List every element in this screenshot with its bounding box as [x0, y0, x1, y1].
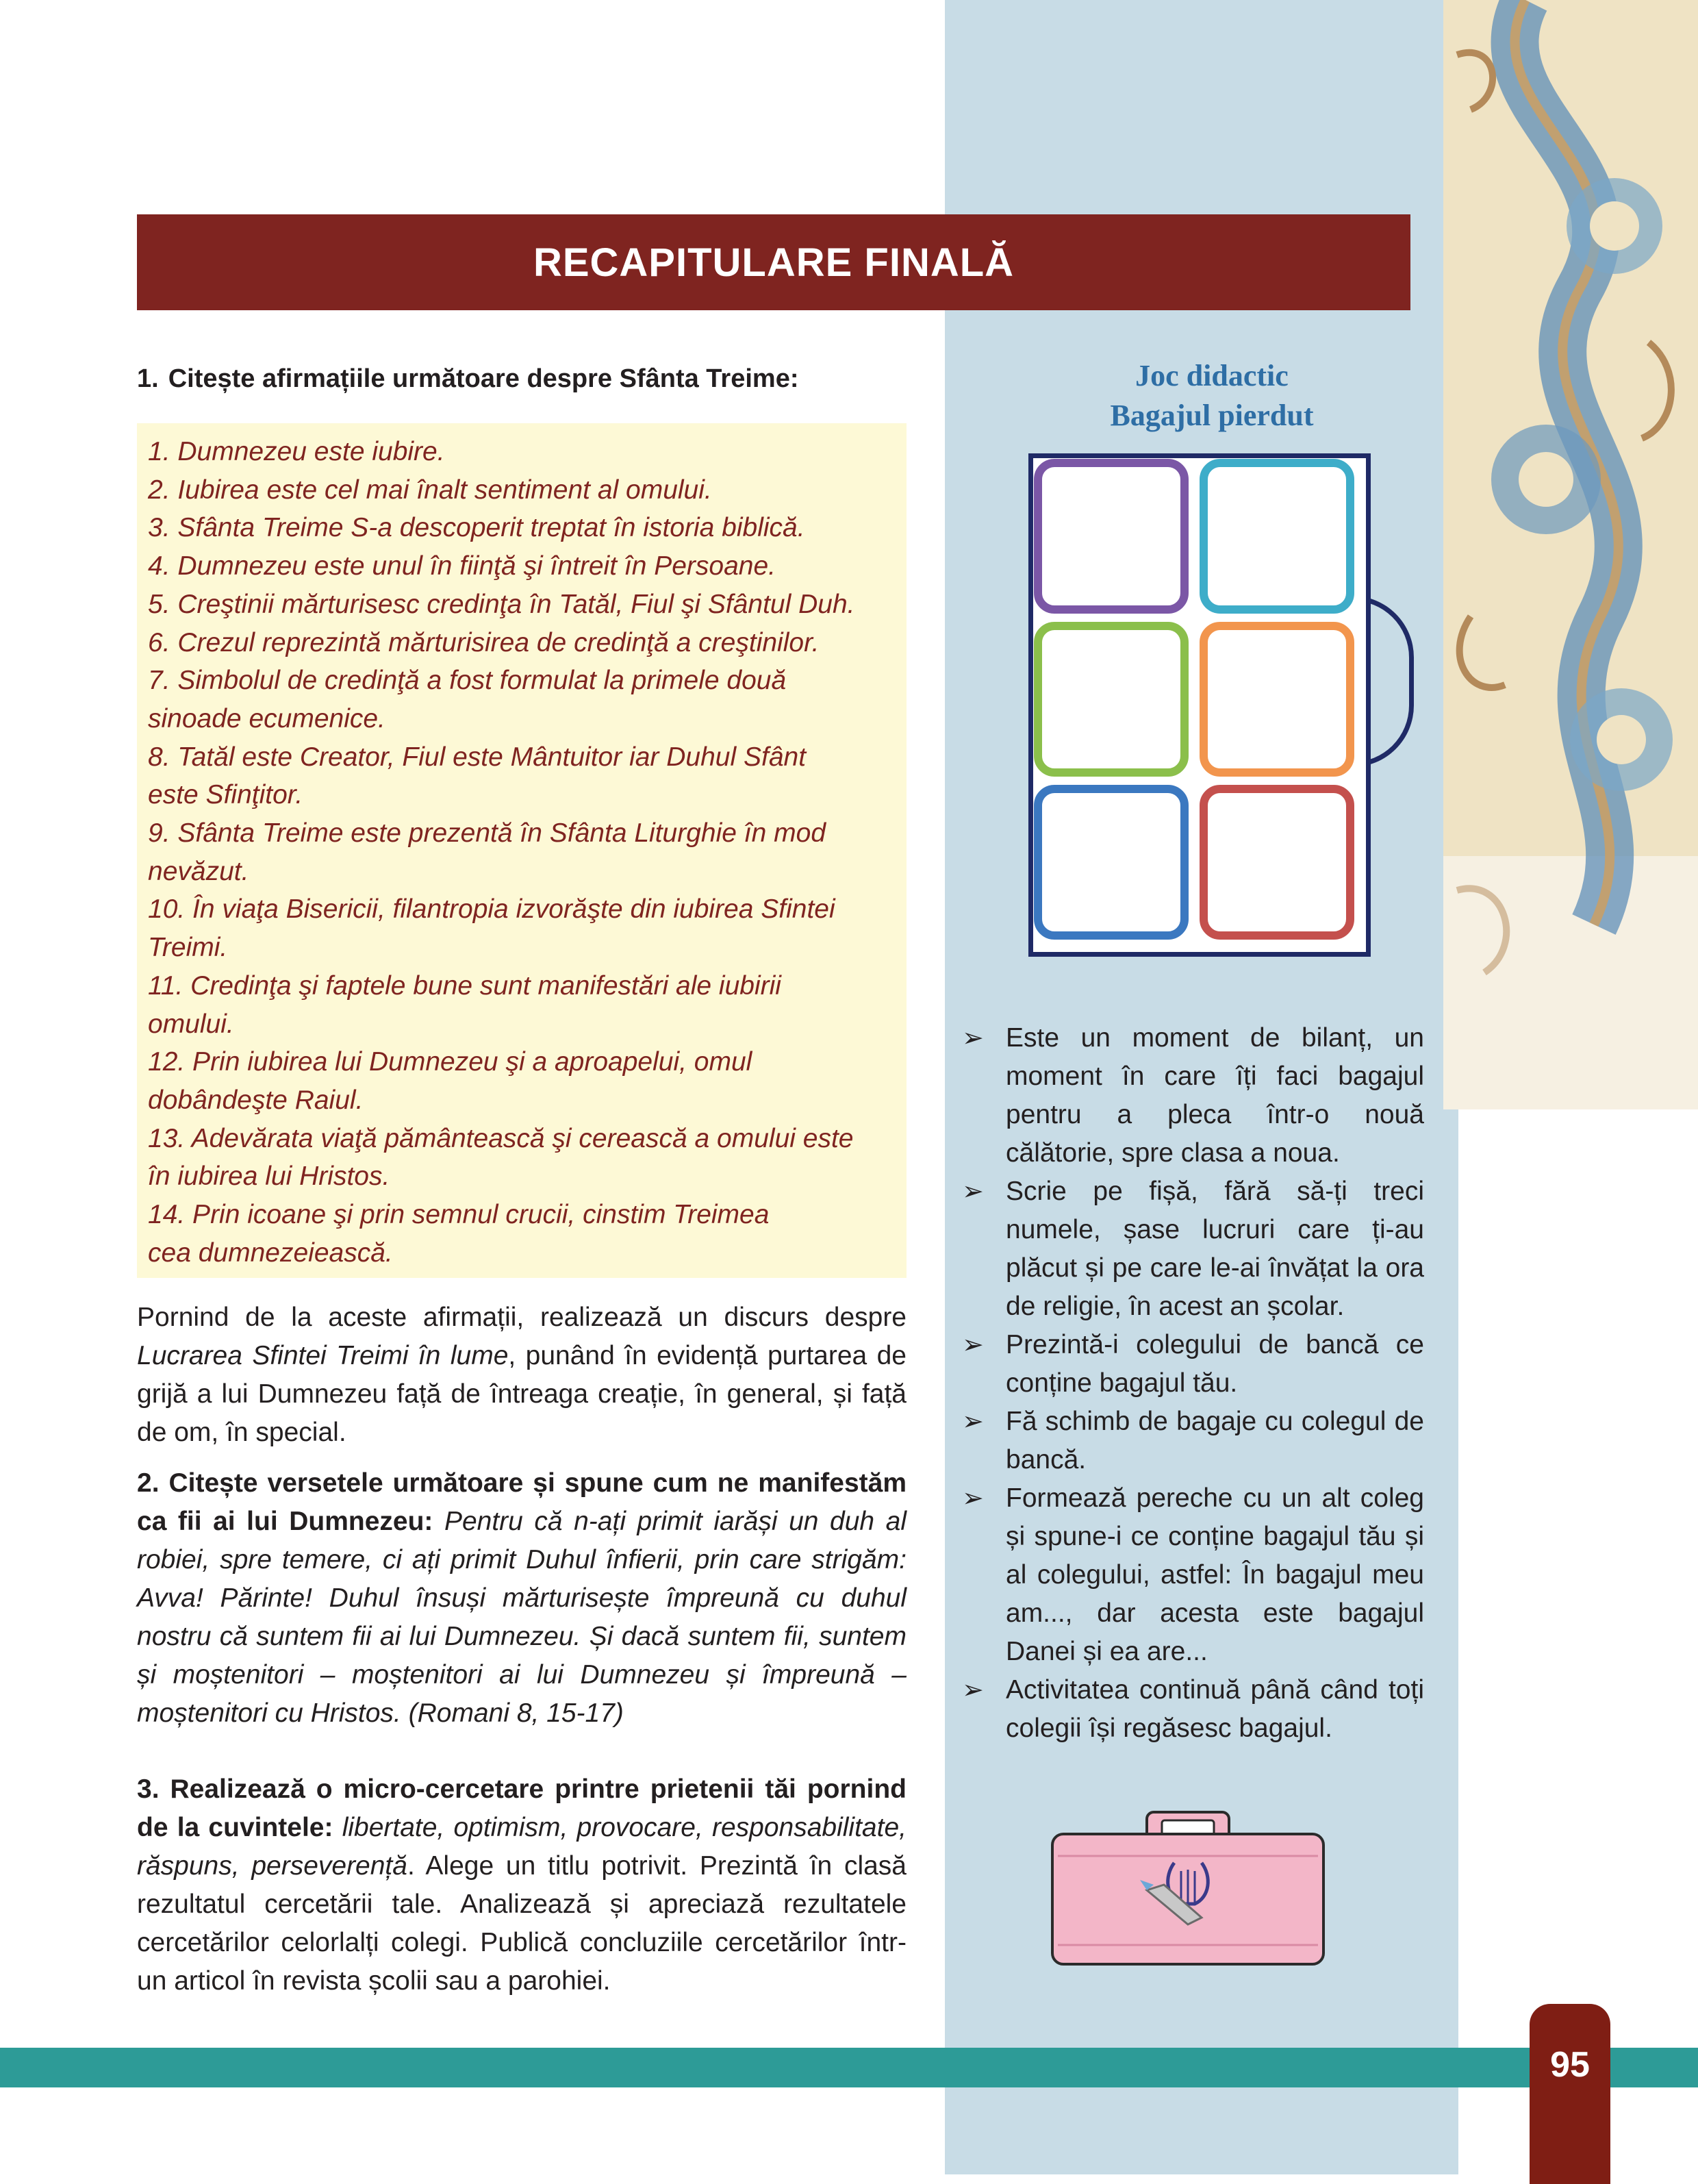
arrow-bullet-icon: ➢	[962, 1484, 984, 1513]
arrow-bullet-icon: ➢	[962, 1177, 984, 1206]
statement-line: este Sfinţitor.	[148, 780, 303, 810]
statement-line: 12. Prin iubirea lui Dumnezeu şi a aproapelui, omul	[148, 1047, 752, 1077]
game-step-text: Scrie pe fișă, fără să-ți treci numele, șase lucruri care ți-au plăcut și pe care le-ai învățat la ora de religie, în acest an școlar.	[1006, 1177, 1424, 1321]
game-title	[1000, 356, 1424, 436]
statement-line: 8. Tatăl este Creator, Fiul este Mântuitor iar Duhul Sfânt	[148, 742, 807, 772]
discourse-part1: Pornind de la aceste afirmații, realizează un discurs despre	[137, 1303, 907, 1332]
discourse-topic: Lucrarea Sfintei Treimi în lume	[137, 1341, 509, 1370]
discourse-instructions	[137, 1298, 907, 1452]
game-step	[962, 1479, 1424, 1671]
statement-line: 10. În viaţa Bisericii, filantropia izvorăşte din iubirea Sfintei	[148, 894, 835, 925]
footer-bar	[0, 2048, 1698, 2087]
statement-line: 6. Crezul reprezintă mărturisirea de credinţă a creştinilor.	[148, 627, 820, 657]
question-1-number: 1.	[137, 364, 159, 393]
question-3	[137, 1770, 907, 2000]
statement-line: 11. Credinţa şi faptele bune sunt manifestări ale iubirii	[148, 970, 781, 1001]
game-step-text: Activitatea continuă până când toți colegii își regăsesc bagajul.	[1006, 1675, 1424, 1743]
arrow-bullet-icon: ➢	[962, 1024, 984, 1053]
question-2	[137, 1464, 907, 1733]
game-steps-list	[962, 1019, 1424, 1748]
statement-line: 9. Sfânta Treime este prezentă în Sfânta Liturghie în mod	[148, 818, 826, 849]
game-step-text: Formează pereche cu un alt coleg și spune-i ce conține bagajul tău și al colegului, astfel: În bagajul meu am..., dar acesta este bagajul Danei și ea are...	[1006, 1483, 1424, 1666]
page-number: 95	[1550, 2045, 1590, 2085]
statement-line: 3. Sfânta Treime S-a descoperit treptat în istoria biblică.	[148, 513, 805, 543]
game-step	[962, 1326, 1424, 1403]
question-3-words: libertate, optimism, provocare, responsabilitate, răspuns, perseverență	[137, 1813, 907, 1881]
statements-list	[137, 423, 907, 1272]
question-3-rest: . Alege un titlu potrivit. Prezintă în clasă rezultatul cercetării tale. Analizează și apreciază rezultatele cercetărilor celorlalți colegi. Publică concluziile cercetărilor într-un articol în revista școlii sau a parohiei.	[137, 1851, 907, 1996]
luggage-slot-cyan	[1200, 459, 1354, 614]
luggage-slot-orange	[1200, 622, 1354, 777]
statement-line: Treimi.	[148, 933, 228, 963]
statement-line: în iubirea lui Hristos.	[148, 1162, 390, 1192]
luggage-slot-red	[1200, 785, 1354, 940]
question-2-prompt: 2. Citește versetele următoare și spune cum ne manifestăm ca fii ai lui Dumnezeu:	[137, 1468, 907, 1536]
statement-line: omului.	[148, 1009, 234, 1039]
question-1-heading	[137, 364, 907, 394]
statement-line: 7. Simbolul de credinţă a fost formulat la primele două	[148, 666, 787, 696]
game-step-text: Este un moment de bilanț, un moment în care îți faci bagajul pentru a pleca într-o nouă călătorie, spre clasa a noua.	[1006, 1023, 1424, 1168]
question-2-verse: Pentru că n-ați primit iarăși un duh al robiei, spre temere, ci ați primit Duhul înfierii, prin care strigăm: Avva! Părinte! Duhul însuși mărturisește împreună cu duhul nostru că suntem fii ai lui Dumnezeu. Și dacă suntem fii, suntem și moștenitori – moștenitori ai lui Dumnezeu și împreună – moștenitori cu Hristos. (Romani 8, 15-17)	[137, 1507, 907, 1728]
question-3-prompt: 3. Realizează o micro-cercetare printre prietenii tăi pornind de la cuvintele:	[137, 1774, 907, 1842]
statement-line: dobândeşte Raiul.	[148, 1085, 364, 1115]
arrow-bullet-icon: ➢	[962, 1331, 984, 1359]
statement-line: cea dumnezeiească.	[148, 1238, 393, 1268]
decorative-ornament-border	[1443, 0, 1698, 1109]
statement-line: nevăzut.	[148, 856, 249, 886]
luggage-slot-purple	[1034, 459, 1189, 614]
statement-line: 13. Adevărata viaţă pământească şi cerească a omului este	[148, 1123, 854, 1153]
pink-suitcase-with-lyre-icon	[1044, 1808, 1332, 1972]
luggage-slot-blue	[1034, 785, 1189, 940]
statement-line: 2. Iubirea este cel mai înalt sentiment al omului.	[148, 475, 712, 505]
page-title: RECAPITULARE FINALĂ	[533, 240, 1015, 285]
arrow-bullet-icon: ➢	[962, 1676, 984, 1705]
game-title-line1: Joc didactic	[1135, 359, 1289, 392]
statement-line: 4. Dumnezeu este unul în fiinţă şi întreit în Persoane.	[148, 551, 776, 581]
question-1-text: Citește afirmațiile următoare despre Sfânta Treime:	[168, 364, 799, 393]
game-title-line2: Bagajul pierdut	[1110, 399, 1314, 432]
trinity-statements-box	[137, 423, 907, 1278]
game-step	[962, 1403, 1424, 1479]
luggage-slot-green	[1034, 622, 1189, 777]
game-step-text: Fă schimb de bagaje cu colegul de bancă.	[1006, 1407, 1424, 1474]
discourse-part2: , punând în evidență purtarea de grijă a lui Dumnezeu față de întreaga creație, în general, și față de om, în special.	[137, 1341, 907, 1447]
page-title-banner	[137, 214, 1410, 310]
game-step	[962, 1671, 1424, 1748]
game-step	[962, 1019, 1424, 1172]
statement-line: 5. Creştinii mărturisesc credinţa în Tatăl, Fiul şi Sfântul Duh.	[148, 589, 855, 619]
game-step	[962, 1172, 1424, 1326]
arrow-bullet-icon: ➢	[962, 1407, 984, 1436]
game-step-text: Prezintă-i colegului de bancă ce conține bagajul tău.	[1006, 1330, 1424, 1398]
statement-line: 1. Dumnezeu este iubire.	[148, 437, 445, 466]
statement-line: 14. Prin icoane şi prin semnul crucii, cinstim Treimea	[148, 1200, 770, 1230]
page-number-tab	[1530, 2004, 1610, 2184]
statement-line: sinoade ecumenice.	[148, 703, 385, 733]
